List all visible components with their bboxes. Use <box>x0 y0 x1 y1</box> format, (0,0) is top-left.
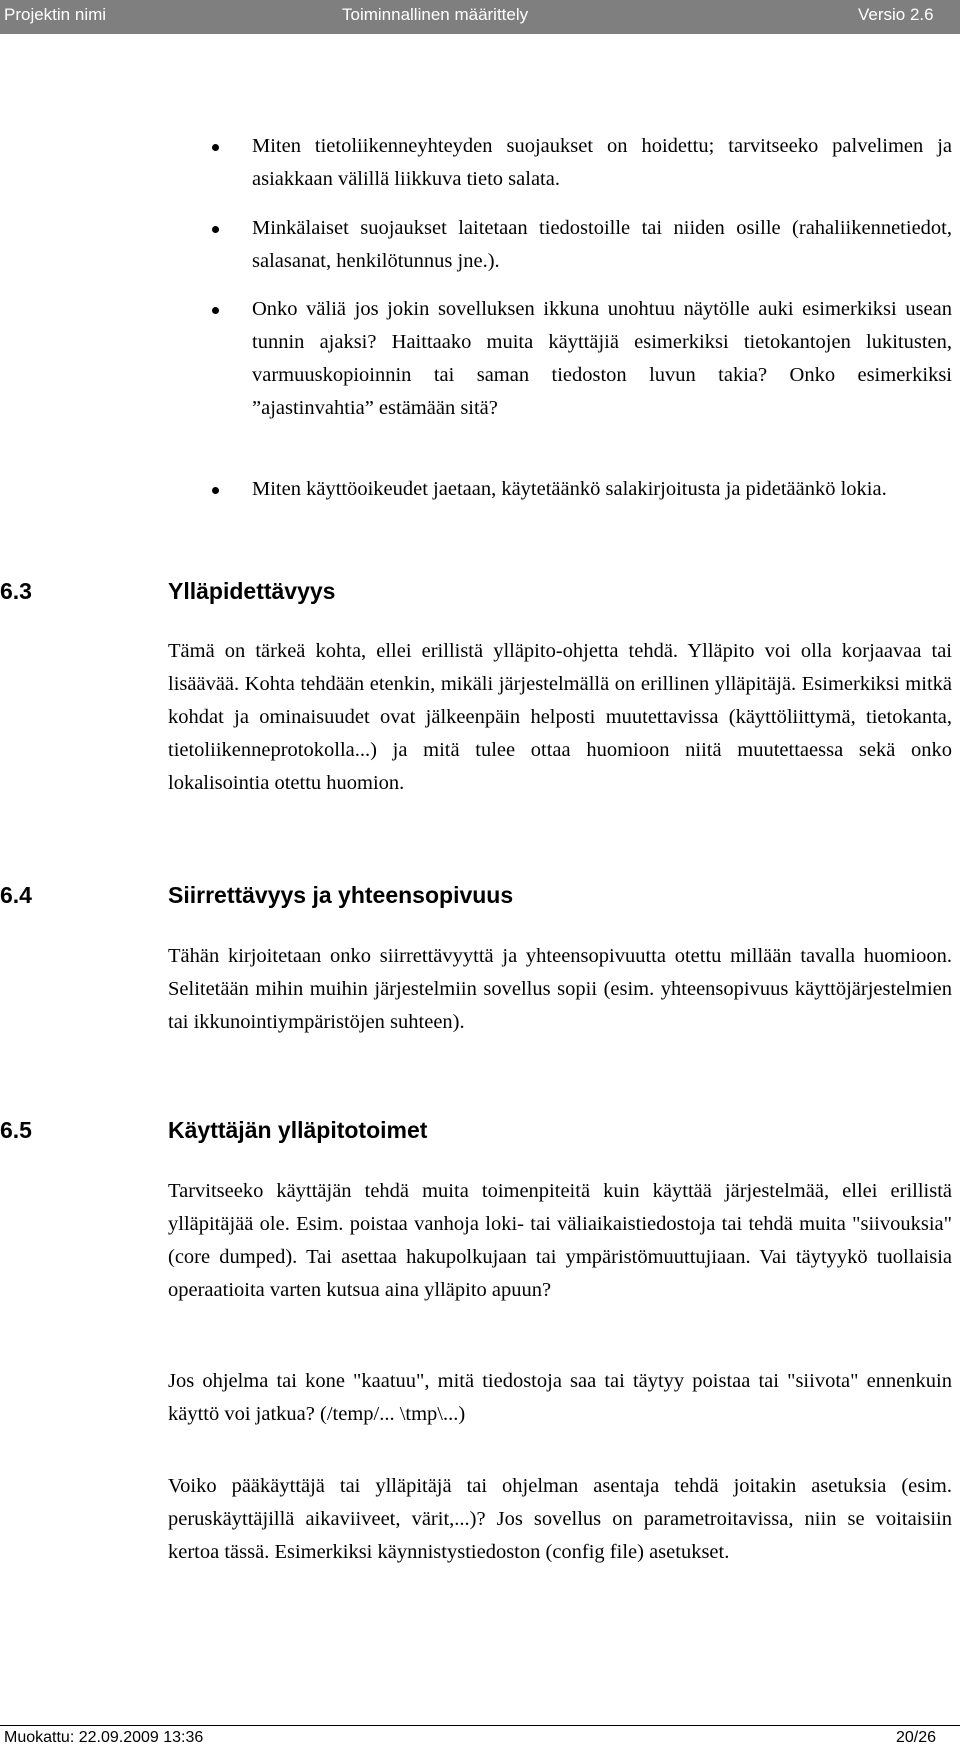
section-number: 6.3 <box>0 578 32 604</box>
paragraph: Voiko pääkäyttäjä tai ylläpitäjä tai ohjelman asentaja tehdä joitakin asetuksia (esim. peruskäyttäjillä aikaviiveet, värit,...)? Jos sovellus on parametroitavissa, niin se voitaisiin kertoa tässä. Esimerkiksi käynnistystiedoston (config file) asetukset. <box>168 1475 952 1563</box>
paragraph: Tarvitseeko käyttäjän tehdä muita toimenpiteitä kuin käyttää järjestelmää, ellei erillistä ylläpitäjää ole. Esim. poistaa vanhoja loki- tai väliaikaistiedostoja tai tehdä muita "siivouksia" (core dumped). Tai asettaa hakupolkujaan tai ympäristömuuttujiaan. Vai täytyykö tuollaisia operaatioita varten kutsua aina ylläpito apuun? <box>168 1180 952 1301</box>
paragraph: Jos ohjelma tai kone "kaatuu", mitä tiedostoja saa tai täytyy poistaa tai "siivota" ennenkuin käyttö voi jatkua? (/temp/... \tmp\...) <box>168 1370 952 1425</box>
bullet-icon <box>212 226 219 233</box>
list-item: Miten tietoliikenneyhteyden suojaukset on hoidettu; tarvitseeko palvelimen ja asiakkaan välillä liikkuva tieto salata. <box>252 130 952 196</box>
section-number: 6.4 <box>0 882 32 908</box>
section-number: 6.5 <box>0 1117 32 1143</box>
section-title: Käyttäjän ylläpitotoimet <box>168 1117 428 1143</box>
paragraph: Tähän kirjoitetaan onko siirrettävyyttä ja yhteensopivuutta otettu millään tavalla huomioon. Selitetään mihin muihin järjestelmiin sovellus sopii (esim. yhteensopivuus käyttöjärjestelmien tai ikkunointiympäristöjen suhteen). <box>168 945 952 1033</box>
header-document-type: Toiminnallinen määrittely <box>342 5 529 24</box>
footer-page-number: 20/26 <box>896 1729 937 1746</box>
list-item: Minkälaiset suojaukset laitetaan tiedostoille tai niiden osille (rahaliikennetiedot, salasanat, henkilötunnus jne.). <box>252 212 952 278</box>
section-title: Siirrettävyys ja yhteensopivuus <box>168 882 514 908</box>
section-title: Ylläpidettävyys <box>168 578 336 604</box>
list-item: Onko väliä jos jokin sovelluksen ikkuna unohtuu näytölle auki esimerkiksi usean tunnin ajaksi? Haittaako muita käyttäjiä esimerkiksi tietokantojen lukitusten, varmuuskopioinnin tai saman tiedoston luvun takia? Onko esimerkiksi ”ajastinvahtia” estämään sitä? <box>252 293 952 425</box>
header-project-name: Projektin nimi <box>4 5 107 24</box>
header-version: Versio 2.6 <box>858 5 934 24</box>
bullet-icon <box>212 144 219 151</box>
bullet-icon <box>212 487 219 494</box>
paragraph: Tämä on tärkeä kohta, ellei erillistä ylläpito-ohjetta tehdä. Ylläpito voi olla korjaavaa tai lisäävää. Kohta tehdään etenkin, mikäli järjestelmällä on erillinen ylläpitäjä. Esimerkiksi mitkä kohdat ja ominaisuudet ovat jälkeenpäin helposti muutettavissa (käyttöliittymä, tietokanta, tietoliikenneprotokolla...) ja mitä tulee ottaa huomioon niitä muutettaessa sekä onko lokalisointia otettu huomion. <box>168 640 952 794</box>
footer-divider <box>0 1725 960 1726</box>
footer-modified-date: Muokattu: 22.09.2009 13:36 <box>4 1729 204 1746</box>
bullet-icon <box>212 307 219 314</box>
page-header <box>0 0 960 34</box>
list-item: Miten käyttöoikeudet jaetaan, käytetäänkö salakirjoitusta ja pidetäänkö lokia. <box>252 473 952 506</box>
